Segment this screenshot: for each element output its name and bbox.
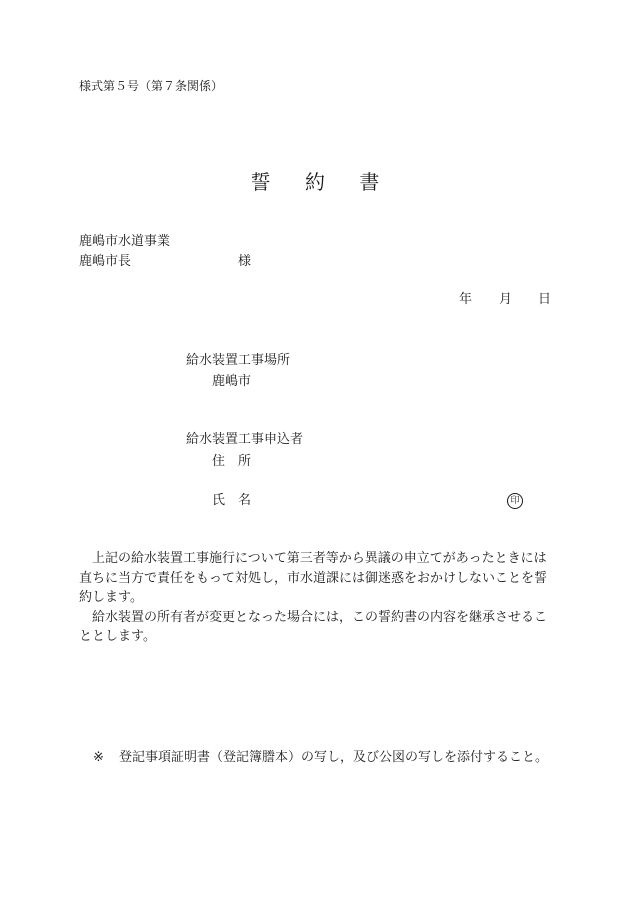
pledge-body	[79, 549, 549, 647]
title-char-1: 誓	[250, 170, 271, 194]
applicant-address-label: 住 所	[212, 454, 252, 469]
addressee-mayor: 鹿嶋市長	[79, 254, 132, 269]
addressee-organization: 鹿嶋市水道事業	[79, 234, 171, 249]
applicant-label: 給水装置工事申込者	[186, 432, 304, 447]
form-number: 様式第５号（第７条関係）	[79, 79, 224, 93]
addressee-honorific: 様	[238, 254, 252, 269]
seal-mark: 印	[507, 493, 523, 509]
construction-site-value: 鹿嶋市	[212, 374, 252, 389]
construction-site-label: 給水装置工事場所	[186, 353, 291, 368]
date-year-label: 年	[459, 292, 473, 307]
note-text: 登記事項証明書（登記簿謄本）の写し，及び公図の写しを添付すること。	[119, 750, 549, 765]
title-char-2: 約	[305, 170, 325, 194]
title-char-3: 書	[359, 170, 380, 194]
pledge-paragraph-2: 給水装置の所有者が変更となった場合には，この誓約書の内容を継承させることとします。	[79, 609, 548, 644]
pledge-paragraph-1: 上記の給水装置工事施行について第三者等から異議の申立てがあったときには直ちに当方で責任をもって対処し，市水道課には御迷惑をおかけしないことを誓約します。	[79, 551, 548, 605]
date-month-label: 月	[499, 292, 513, 307]
document-title	[0, 172, 630, 192]
note-mark: ※	[93, 750, 104, 765]
applicant-name-label: 氏 名	[212, 493, 252, 508]
date-day-label: 日	[538, 292, 552, 307]
